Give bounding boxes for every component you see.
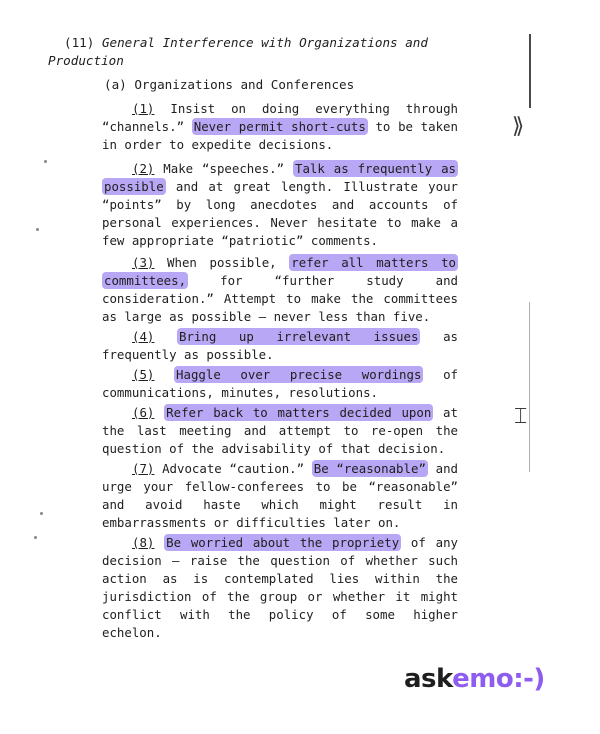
paragraph-text: When possible, xyxy=(167,255,290,270)
paragraph-number: (4) xyxy=(132,329,155,344)
scan-speck xyxy=(44,160,47,163)
paragraph-text: Make “speeches.” xyxy=(163,161,293,176)
paragraph xyxy=(102,404,458,458)
highlighted-text: Never permit short-cuts xyxy=(193,119,366,134)
section-title: General Interference with Organizations and Production xyxy=(48,35,428,68)
scan-speck xyxy=(40,512,43,515)
margin-mark-icon: ⟫ xyxy=(512,114,525,139)
highlighted-text: Haggle over precise wordings xyxy=(176,367,422,382)
highlighted-text: Bring up irrelevant issues xyxy=(179,329,419,344)
section-heading xyxy=(48,34,468,70)
paragraph xyxy=(102,254,458,326)
paragraph-text: Insist on doing everything through “channels.” xyxy=(102,101,458,134)
paragraph xyxy=(102,534,458,642)
paragraph-text: of communications, minutes, resolutions. xyxy=(102,367,458,400)
paragraph-number: (5) xyxy=(132,367,155,382)
paragraph-number: (6) xyxy=(132,405,155,420)
paragraph-text: and urge your fellow-conferees to be “reasonable” and avoid haste which might result in embarrassments or difficulties later on. xyxy=(102,461,458,530)
highlighted-text: refer all matters to committees, xyxy=(104,255,456,288)
scan-speck xyxy=(34,536,37,539)
paragraph-number: (8) xyxy=(132,535,155,550)
paragraph-number: (7) xyxy=(132,461,155,476)
paragraph-text: for “further study and consideration.” Attempt to make the committees as large as possible — never less than five. xyxy=(102,273,458,324)
paragraph xyxy=(102,366,458,402)
paragraph-text: at the last meeting and attempt to re-open the question of the advisability of that decision. xyxy=(102,405,458,456)
margin-mark-icon: ⌶ xyxy=(514,404,528,429)
paragraph-text: Advocate “caution.” xyxy=(162,461,312,476)
section-number: (11) xyxy=(64,35,95,50)
highlighted-text: Be worried about the propriety xyxy=(166,535,400,550)
scan-edge-line xyxy=(529,302,530,472)
paragraph-number: (2) xyxy=(132,161,155,176)
paragraph-number: (3) xyxy=(132,255,155,270)
paragraph-text: as frequently as possible. xyxy=(102,329,458,362)
askemo-logo xyxy=(404,664,545,694)
paragraph xyxy=(102,460,458,532)
paragraph xyxy=(102,160,458,250)
paragraph xyxy=(102,100,458,154)
highlighted-text: Be “reasonable” xyxy=(313,461,426,476)
paragraph xyxy=(102,328,458,364)
scan-speck xyxy=(36,228,39,231)
subsection-heading: (a) Organizations and Conferences xyxy=(104,77,355,92)
paragraph-text: to be taken in order to expedite decisions. xyxy=(102,119,458,152)
scan-edge-line xyxy=(529,34,531,108)
highlighted-text: Refer back to matters decided upon xyxy=(166,405,432,420)
logo-text: emo:-) xyxy=(452,664,545,694)
highlighted-text: Talk as frequently as possible xyxy=(104,161,456,194)
paragraph-number: (1) xyxy=(132,101,155,116)
paragraph-text: and at great length. Illustrate your “points” by long anecdotes and accounts of personal experiences. Never hesitate to make a few appropriate “patriotic” comments. xyxy=(102,179,458,248)
logo-text: ask xyxy=(404,664,453,694)
paragraph-text: of any decision — raise the question of whether such action as is contemplated lies within the jurisdiction of the group or whether it might conflict with the policy of some higher echelon. xyxy=(102,535,458,640)
